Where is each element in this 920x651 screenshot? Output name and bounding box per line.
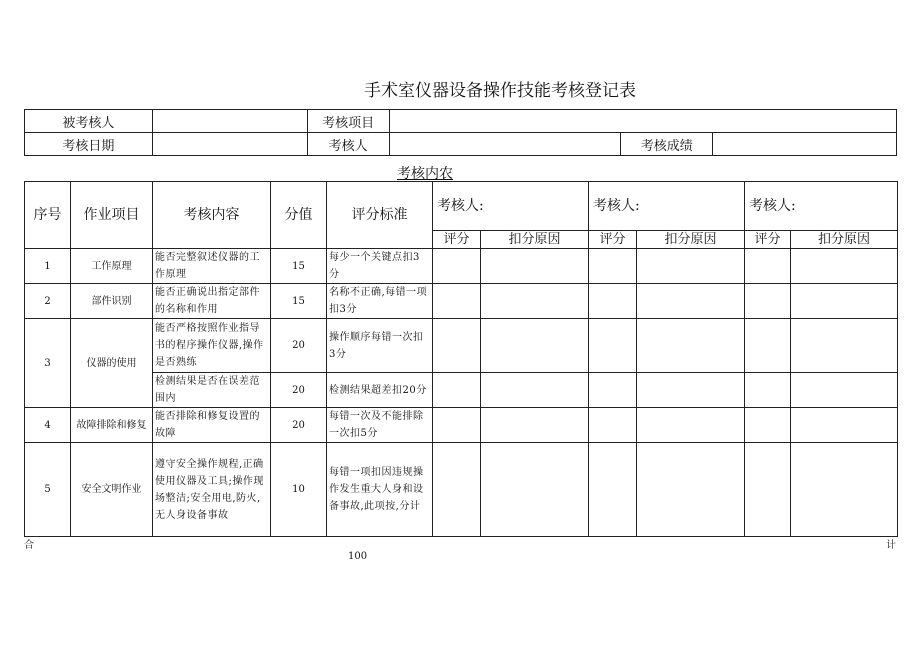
row-criteria: 每少一个关键点扣3分 — [327, 249, 433, 284]
row-points: 20 — [271, 373, 327, 408]
score-cell[interactable] — [745, 408, 791, 443]
col-header-points: 分值 — [271, 182, 327, 249]
score-cell[interactable] — [589, 249, 637, 284]
deduction-cell[interactable] — [637, 249, 745, 284]
table-row — [25, 443, 898, 537]
deduction-cell[interactable] — [791, 408, 898, 443]
header-info-table — [24, 109, 897, 156]
col-header-task: 作业项目 — [71, 182, 153, 249]
score-cell[interactable] — [589, 443, 637, 537]
examiner-3-header: 考核人: — [745, 182, 898, 231]
examiner-2-deduction-header: 扣分原因 — [637, 231, 745, 249]
item-field[interactable] — [389, 110, 896, 133]
col-header-content: 考核内容 — [153, 182, 271, 249]
score-cell[interactable] — [589, 284, 637, 319]
row-no: 2 — [25, 284, 71, 319]
deduction-cell[interactable] — [481, 319, 589, 373]
deduction-cell[interactable] — [637, 408, 745, 443]
date-label: 考核日期 — [25, 133, 153, 156]
score-cell[interactable] — [433, 373, 481, 408]
score-field[interactable] — [713, 133, 897, 156]
deduction-cell[interactable] — [481, 373, 589, 408]
col-header-criteria: 评分标准 — [327, 182, 433, 249]
deduction-cell[interactable] — [791, 443, 898, 537]
score-cell[interactable] — [745, 249, 791, 284]
deduction-cell[interactable] — [481, 249, 589, 284]
examiner-label: 考核人 — [307, 133, 389, 156]
row-task: 仪器的使用 — [71, 319, 153, 408]
row-content: 能否正确说出指定部件的名称和作用 — [153, 284, 271, 319]
row-points: 15 — [271, 249, 327, 284]
deduction-cell[interactable] — [637, 284, 745, 319]
deduction-cell[interactable] — [791, 249, 898, 284]
examiner-3-deduction-header: 扣分原因 — [791, 231, 898, 249]
row-criteria: 名称不正确,每错一项扣3分 — [327, 284, 433, 319]
row-criteria: 每错一项扣因违规操作发生重大人身和设备事故,此项按,分计 — [327, 443, 433, 537]
row-no: 4 — [25, 408, 71, 443]
score-cell[interactable] — [433, 443, 481, 537]
deduction-cell[interactable] — [637, 443, 745, 537]
examinee-field[interactable] — [152, 110, 307, 133]
row-points: 20 — [271, 319, 327, 373]
row-content: 能否排除和修复设置的故障 — [153, 408, 271, 443]
examiner-1-score-header: 评分 — [433, 231, 481, 249]
score-cell[interactable] — [433, 249, 481, 284]
row-points: 20 — [271, 408, 327, 443]
examiner-2-score-header: 评分 — [589, 231, 637, 249]
deduction-cell[interactable] — [481, 443, 589, 537]
total-points: 100 — [348, 551, 368, 562]
total-label-left: 合 — [24, 540, 34, 551]
table-row — [25, 319, 898, 373]
assessment-table — [24, 181, 898, 537]
examiner-3-score-header: 评分 — [745, 231, 791, 249]
row-task: 安全文明作业 — [71, 443, 153, 537]
score-label: 考核成绩 — [621, 133, 713, 156]
examiner-1-deduction-header: 扣分原因 — [481, 231, 589, 249]
row-no: 3 — [25, 319, 71, 408]
score-cell[interactable] — [589, 373, 637, 408]
row-content: 能否完整叙述仪器的工作原理 — [153, 249, 271, 284]
row-content: 能否严格按照作业指导书的程序操作仪器,操作是否熟练 — [153, 319, 271, 373]
total-label-right: 计 — [886, 540, 896, 551]
col-header-no: 序号 — [25, 182, 71, 249]
row-no: 1 — [25, 249, 71, 284]
score-cell[interactable] — [433, 408, 481, 443]
row-content: 遵守安全操作规程,正确使用仪器及工具;操作现场整洁;安全用电,防火,无人身设备事故 — [153, 443, 271, 537]
page-title: 手术室仪器设备操作技能考核登记表 — [364, 81, 636, 101]
item-label: 考核项目 — [307, 110, 389, 133]
score-cell[interactable] — [433, 284, 481, 319]
score-cell[interactable] — [433, 319, 481, 373]
score-cell[interactable] — [589, 319, 637, 373]
score-cell[interactable] — [745, 284, 791, 319]
row-no: 5 — [25, 443, 71, 537]
row-task: 工作原理 — [71, 249, 153, 284]
row-points: 15 — [271, 284, 327, 319]
table-row — [25, 249, 898, 284]
score-cell[interactable] — [745, 319, 791, 373]
row-criteria: 操作顺序每错一次扣3分 — [327, 319, 433, 373]
deduction-cell[interactable] — [637, 373, 745, 408]
row-criteria: 检测结果超差扣20分 — [327, 373, 433, 408]
score-cell[interactable] — [589, 408, 637, 443]
deduction-cell[interactable] — [791, 284, 898, 319]
deduction-cell[interactable] — [481, 408, 589, 443]
table-row — [25, 373, 898, 408]
examiner-field[interactable] — [389, 133, 621, 156]
deduction-cell[interactable] — [481, 284, 589, 319]
row-criteria: 每错一次及不能排除一次扣5分 — [327, 408, 433, 443]
row-task: 故障排除和修复 — [71, 408, 153, 443]
table-row — [25, 284, 898, 319]
date-field[interactable] — [152, 133, 307, 156]
row-task: 部件识别 — [71, 284, 153, 319]
examinee-label: 被考核人 — [25, 110, 153, 133]
score-cell[interactable] — [745, 443, 791, 537]
section-title: 考核内农 — [397, 166, 453, 182]
examiner-1-header: 考核人: — [433, 182, 589, 231]
deduction-cell[interactable] — [637, 319, 745, 373]
deduction-cell[interactable] — [791, 373, 898, 408]
row-points: 10 — [271, 443, 327, 537]
examiner-2-header: 考核人: — [589, 182, 745, 231]
row-content: 检测结果是否在误差范围内 — [153, 373, 271, 408]
deduction-cell[interactable] — [791, 319, 898, 373]
table-row — [25, 408, 898, 443]
score-cell[interactable] — [745, 373, 791, 408]
